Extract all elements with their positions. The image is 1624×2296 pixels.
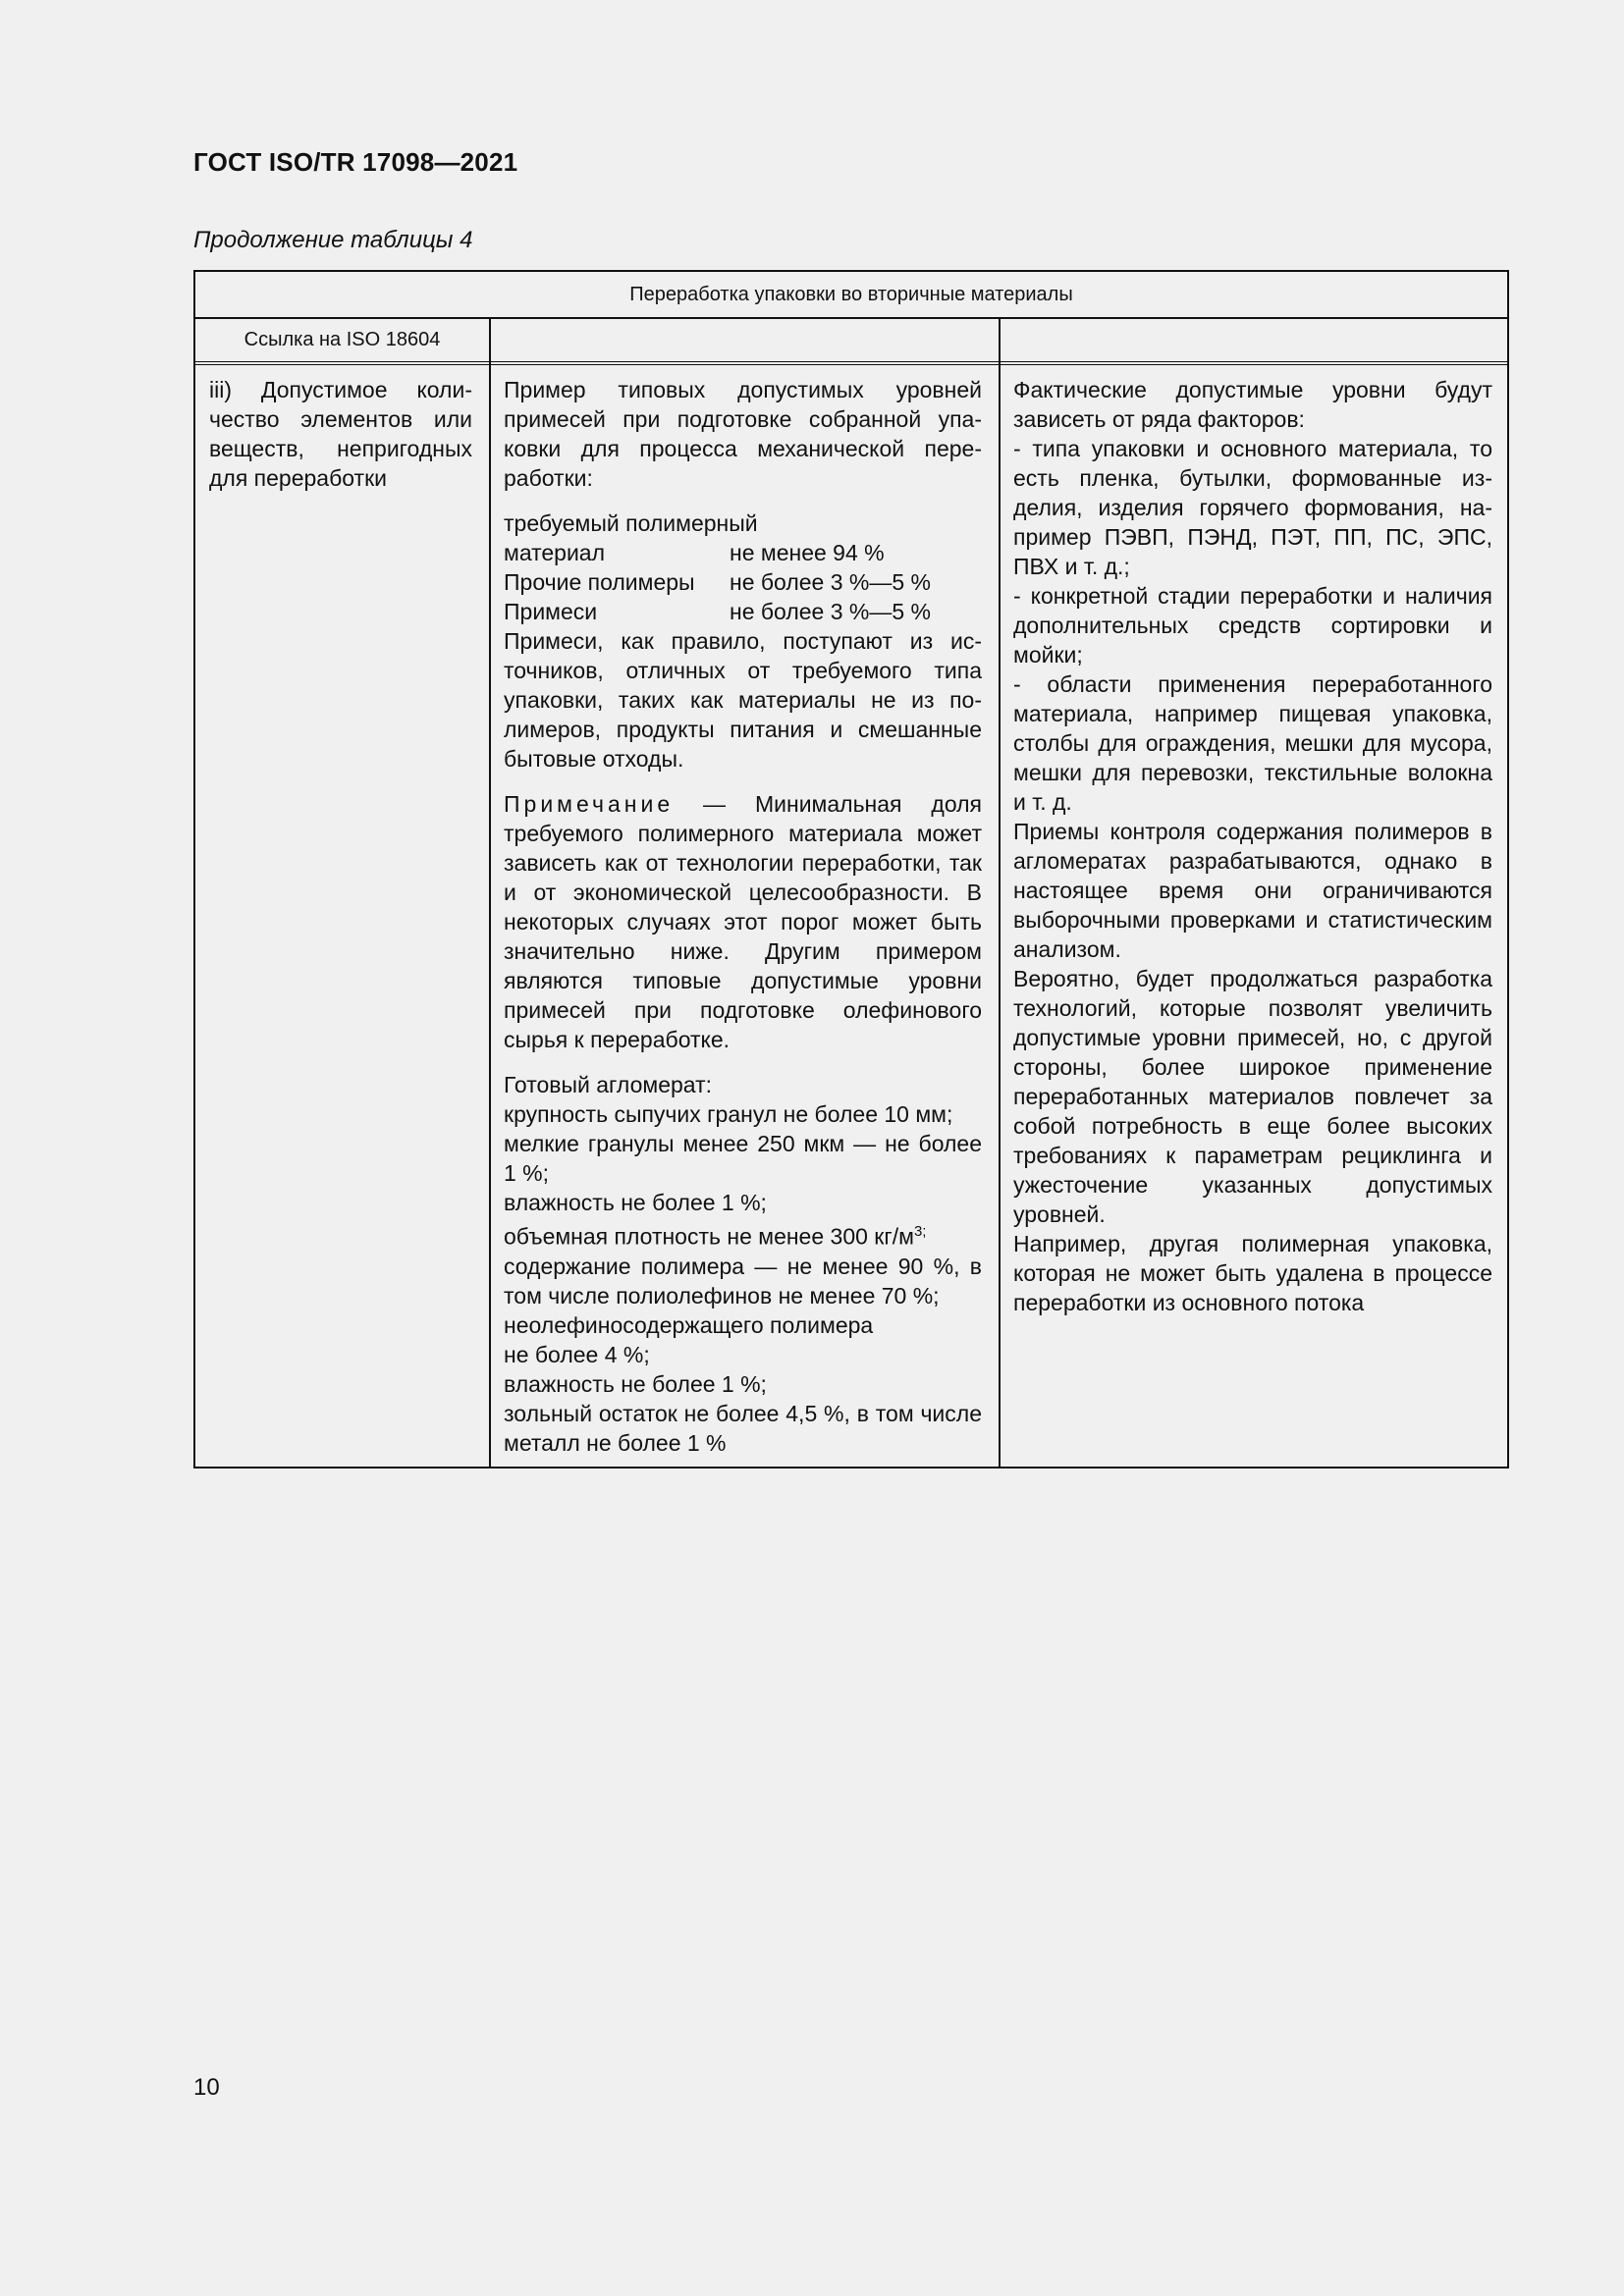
reference-label: Ссылка на ISO 18604 (244, 329, 441, 350)
note-text: — Минимальная доля требуемого полимерного материала может зависеть как от технологии переработки, так и от экономической целесообразности. В некоторых случаях этот порог может быть значительно ниже. Другим примером являются типовые допустимые уровни примесей при подготовке олефинового сырья к переработке. (504, 791, 982, 1052)
required-material-value: не менее 94 % (730, 540, 885, 565)
agglomerate-item-4 (504, 1217, 982, 1252)
table-caption: Продолжение таблицы 4 (193, 227, 473, 253)
factors-cell (1013, 375, 1492, 1317)
table-title: Переработка упаковки во вторичные материалы (629, 283, 1073, 305)
table-body-row (195, 365, 1507, 1467)
agglomerate-item-2: мелкие гранулы менее 250 мкм — не более 1 %; (504, 1131, 982, 1186)
required-material-key: материал (504, 540, 606, 565)
factors-paragraph-6: Вероятно, будет продолжаться разработка технологий, которые позволят увеличить допустимые уровни примесей, но, с другой стороны, более широкое применение переработанных материалов повлечет за собой потребность в еще более высоких требованиях к параметрам рециклинга и ужесточение указанных допустимых уровней. (1013, 966, 1492, 1227)
impurities-value: не более 3 %—5 % (730, 599, 932, 624)
other-polymers-key: Прочие полимеры (504, 569, 695, 595)
agglomerate-title: Готовый агломерат: (504, 1072, 713, 1097)
agglomerate-item-5: содержание полимера — не менее 90 %, в том числе полиолефинов не менее 70 %; (504, 1253, 982, 1308)
agglomerate-item-4-sup: 3; (913, 1223, 927, 1240)
impurities-pair (504, 597, 982, 626)
factors-paragraph-7: Например, другая полимерная упаковка, которая не может быть удалена в процессе переработки из основного потока (1013, 1231, 1492, 1315)
agglomerate-item-8: влажность не более 1 %; (504, 1370, 767, 1397)
agglomerate-item-3: влажность не более 1 %; (504, 1190, 767, 1215)
reference-row (195, 319, 1507, 365)
impurities-key: Примеси (504, 599, 598, 624)
required-material-pair (504, 538, 982, 567)
required-polymer-line: требуемый полимерный (504, 510, 758, 536)
factors-paragraph-3: - конкретной стадии переработки и наличия дополнительных средств сортировки и мойки; (1013, 583, 1492, 667)
criterion-cell (209, 375, 472, 493)
page-number: 10 (193, 2074, 220, 2101)
document-id-header: ГОСТ ISO/TR 17098—2021 (193, 147, 518, 177)
agglomerate-item-1: крупность сыпучих гранул не более 10 мм; (504, 1101, 953, 1127)
impurities-text: Примеси, как правило, поступают из источников, отличных от требуемого типа упаковки, таких как материалы не из полимеров, продукты питания и смешанные бытовые отходы. (504, 628, 982, 772)
example-levels-cell (504, 375, 982, 1458)
agglomerate-item-9: зольный остаток не более 4,5 %, в том числе металл не более 1 % (504, 1400, 982, 1456)
example-intro: Пример типовых допустимых уровней примесей при подготовке собранной упаковки для процесса механической переработки: (504, 377, 982, 491)
reference-cell (195, 319, 489, 361)
note-paragraph (504, 789, 982, 1054)
table-title-row (195, 272, 1507, 319)
factors-paragraph-1: Фактические допустимые уровни будут зависеть от ряда факторов: (1013, 377, 1492, 432)
agglomerate-item-4-text: объемная плотность не менее 300 кг/м (504, 1223, 914, 1250)
factors-paragraph-4: - области применения переработанного материала, например пищевая упаковка, столбы для ограждения, мешки для мусора, мешки для перевозки, текстильные волокна и т. д. (1013, 671, 1492, 815)
other-polymers-pair (504, 567, 982, 597)
note-label: Примечание (504, 791, 675, 817)
other-polymers-value: не более 3 %—5 % (730, 569, 932, 595)
factors-paragraph-2: - типа упаковки и основного материала, то есть пленка, бутылки, формованные изделия, изделия горячего формования, например ПЭВП, ПЭНД, ПЭТ, ПП, ПС, ЭПС, ПВХ и т. д.; (1013, 436, 1492, 579)
requirements-table (193, 270, 1509, 1468)
agglomerate-item-6: неолефиносодержащего полимера (504, 1311, 874, 1338)
factors-paragraph-5: Приемы контроля содержания полимеров в агломератах разрабатываются, однако в настоящее время они ограничиваются выборочными проверками и статистическим анализом. (1013, 819, 1492, 962)
criterion-text: iii) Допустимое количество элементов или веществ, непригодных для переработки (209, 377, 472, 491)
agglomerate-item-7: не более 4 %; (504, 1341, 650, 1367)
